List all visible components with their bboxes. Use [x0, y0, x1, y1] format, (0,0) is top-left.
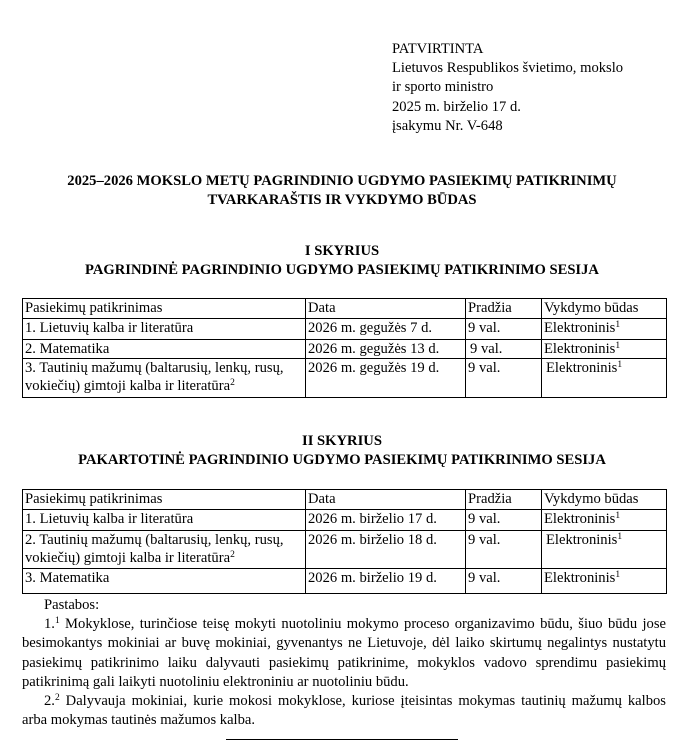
document-title-line-2: TVARKARAŠTIS IR VYKDYMO BŪDAS — [207, 192, 477, 208]
mode-cell: Elektroninis$^1$ — [542, 359, 667, 398]
footnote-ref: 1 — [615, 341, 621, 351]
subject-cell: 1. Lietuvių kalba ir literatūra — [23, 319, 306, 340]
column-header-mode: Vykdymo būdas — [542, 490, 667, 510]
footnote-marker: 2 — [54, 693, 60, 704]
mode-cell: Elektroninis$^1$ — [542, 510, 667, 531]
section-2-heading — [0, 432, 684, 470]
start-cell: 9 val. — [466, 319, 542, 340]
footnote-ref: 1 — [615, 320, 621, 330]
start-cell: 9 val. — [466, 359, 542, 398]
date-cell: 2026 m. gegužės 7 d. — [306, 319, 466, 340]
section-1-title: PAGRINDINĖ PAGRINDINIO UGDYMO PASIEKIMŲ PATIKRINIMO SESIJA — [85, 262, 599, 278]
start-cell: 9 val. — [466, 569, 542, 594]
subject-cell: 3. Tautinių mažumų (baltarusių, lenkų, rusų, vokiečių) gimtoji kalba ir literatūra$^2$ — [23, 359, 306, 398]
column-header-start: Pradžia — [466, 299, 542, 319]
table-header-row — [23, 490, 667, 510]
notes-label: Pastabos: — [44, 597, 100, 613]
column-header-subject: Pasiekimų patikrinimas — [23, 490, 306, 510]
notes-block — [22, 596, 666, 730]
approval-authority: Lietuvos Respublikos švietimo, mokslo — [392, 60, 624, 77]
date-cell: 2026 m. birželio 18 d. — [306, 531, 466, 569]
subject-cell: 2. Matematika — [23, 340, 306, 359]
date-cell: 2026 m. gegužės 19 d. — [306, 359, 466, 398]
column-header-start: Pradžia — [466, 490, 542, 510]
table-row — [23, 340, 667, 359]
table-row — [23, 319, 667, 340]
main-session-table — [22, 298, 667, 398]
subject-cell: 2. Tautinių mažumų (baltarusių, lenkų, rusų, vokiečių) gimtoji kalba ir literatūra$^2$ — [23, 531, 306, 569]
date-cell: 2026 m. birželio 17 d. — [306, 510, 466, 531]
approval-authority-cont: ir sporto ministro — [392, 79, 494, 96]
table-row — [23, 531, 667, 569]
document-title — [0, 172, 684, 210]
column-header-subject: Pasiekimų patikrinimas — [23, 299, 306, 319]
mode-cell: Elektroninis$^1$ — [542, 319, 667, 340]
document-end-divider — [226, 739, 458, 740]
start-cell: 9 val. — [466, 510, 542, 531]
note-item-2: 2.$^2$ Dalyvauja mokiniai, kurie mokosi mokyklose, kuriose įteisintas mokymas tautinių mažumų kalbos arba mokymas tautinės mažumos kalba. — [22, 693, 666, 729]
note-item-1: 1.$^1$ Mokyklose, turinčiose teisę mokyti nuotoliniu mokymo proceso organizavimo būdu, šiuo būdu jose besimokantys mokiniai ar buvę mokiniai, gyvenantys ne Lietuvoje, dėl laiko skirtumų negalintys nustatytu pasiekimų patikrinimo laiku dalyvauti pasiekimų patikrinime, mokyklos vadovo sprendimu pasiekimų patikrinimą gali laikyti nuotoliniu elektroniniu ar nuotoliniu būdu. — [22, 616, 666, 690]
subject-cell: 1. Lietuvių kalba ir literatūra — [23, 510, 306, 531]
footnote-ref: 1 — [615, 570, 621, 580]
section-1-number: I SKYRIUS — [304, 243, 380, 259]
subject-cell: 3. Matematika — [23, 569, 306, 594]
start-cell: 9 val. — [466, 340, 542, 359]
table-row — [23, 359, 667, 398]
document-title-line-1: 2025–2026 MOKSLO METŲ PAGRINDINIO UGDYMO PASIEKIMŲ PATIKRINIMŲ — [67, 173, 617, 189]
approval-block — [392, 40, 623, 136]
column-header-date: Data — [306, 490, 466, 510]
section-2-title: PAKARTOTINĖ PAGRINDINIO UGDYMO PASIEKIMŲ PATIKRINIMO SESIJA — [78, 452, 606, 468]
section-2-number: II SKYRIUS — [302, 433, 382, 449]
start-cell: 9 val. — [466, 531, 542, 569]
column-header-date: Data — [306, 299, 466, 319]
table-header-row — [23, 299, 667, 319]
mode-cell: Elektroninis$^1$ — [542, 531, 667, 569]
section-1-heading — [0, 242, 684, 280]
mode-cell: Elektroninis$^1$ — [542, 340, 667, 359]
date-cell: 2026 m. birželio 19 d. — [306, 569, 466, 594]
footnote-ref: 1 — [617, 360, 623, 370]
repeat-session-table — [22, 489, 667, 594]
footnote-ref: 1 — [615, 511, 621, 521]
footnote-ref: 1 — [617, 532, 623, 542]
footnote-ref: 2 — [230, 378, 235, 388]
approval-label: PATVIRTINTA — [392, 41, 484, 57]
approval-date: 2025 m. birželio 17 d. — [392, 98, 521, 115]
mode-cell: Elektroninis$^1$ — [542, 569, 667, 594]
date-cell: 2026 m. gegužės 13 d. — [306, 340, 466, 359]
table-row — [23, 510, 667, 531]
footnote-ref: 2 — [230, 550, 235, 560]
table-row — [23, 569, 667, 594]
footnote-marker: 1 — [54, 616, 60, 627]
approval-order-number: įsakymu Nr. V-648 — [392, 117, 503, 134]
column-header-mode: Vykdymo būdas — [542, 299, 667, 319]
